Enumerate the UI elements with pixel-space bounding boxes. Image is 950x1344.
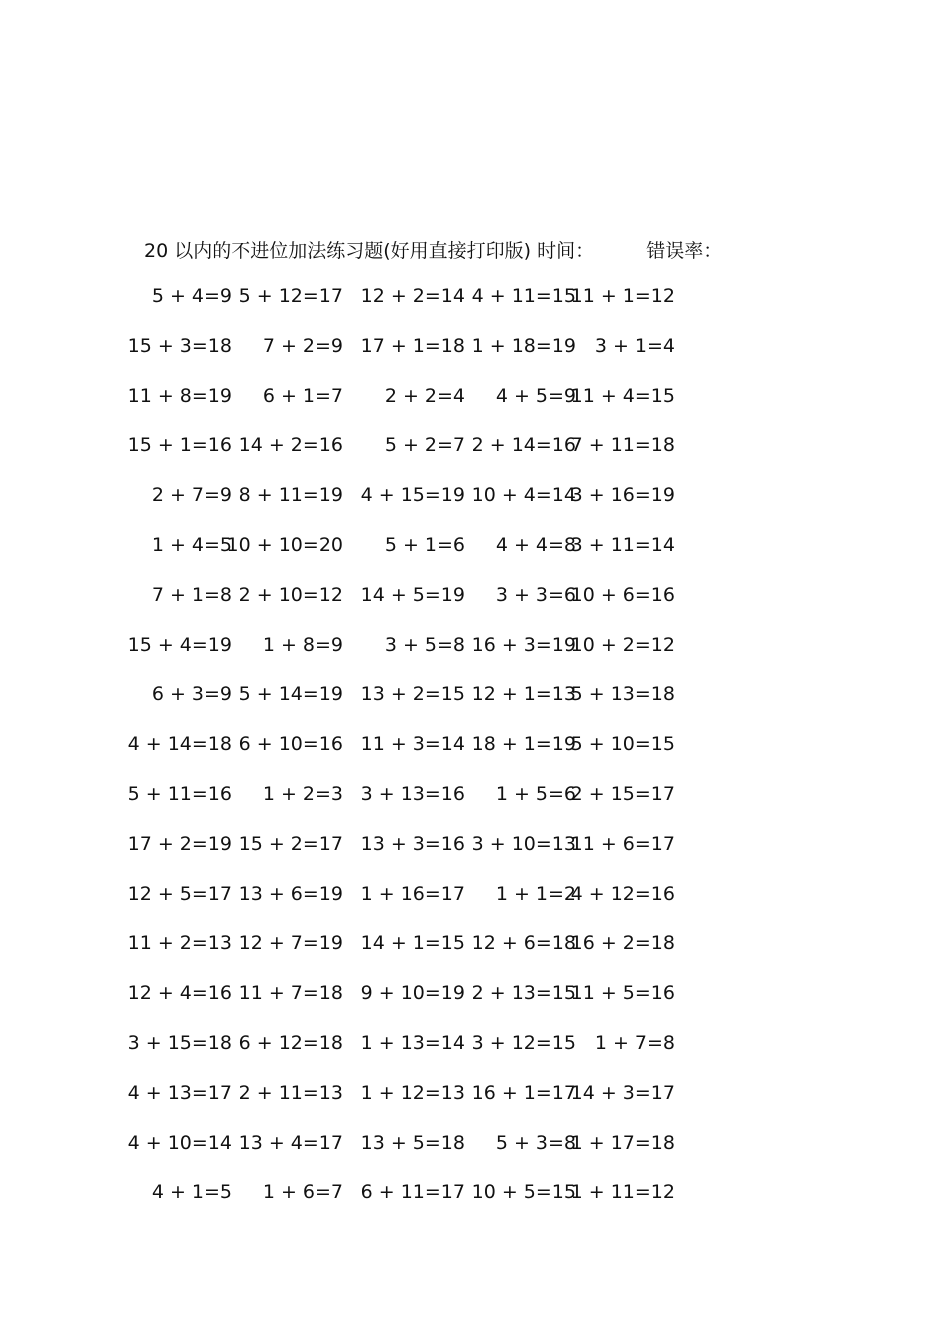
problem-item: 2 + 7=9 [151,484,232,507]
problem-item: 5 + 10=15 [570,733,675,756]
problem-item: 3 + 11=14 [570,533,675,556]
problem-item: 5 + 4=9 [151,285,232,307]
problem-item: 7 + 11=18 [570,434,675,457]
problem-item: 4 + 14=18 [127,733,232,756]
problem-item: 14 + 3=17 [570,1081,675,1104]
problem-item: 6 + 11=17 [360,1181,465,1204]
problem-item: 17 + 1=18 [360,334,465,357]
problem-item: 10 + 6=16 [570,583,675,606]
problem-item: 3 + 3=6 [495,583,576,606]
problem-item: 3 + 13=16 [360,782,465,805]
problem-item: 14 + 2=16 [238,434,343,457]
problem-item: 15 + 2=17 [238,832,343,855]
problem-item: 6 + 10=16 [238,733,343,756]
problem-item: 2 + 13=15 [471,982,576,1005]
worksheet-title: 20 以内的不进位加法练习题(好用直接打印版) [144,240,532,262]
problem-item: 1 + 11=12 [570,1181,675,1204]
problem-item: 16 + 2=18 [570,932,675,955]
problem-item: 12 + 2=14 [360,285,465,307]
problem-item: 16 + 1=17 [471,1081,576,1104]
problem-item: 11 + 7=18 [238,982,343,1005]
problem-item: 4 + 12=16 [570,882,675,905]
problem-item: 4 + 1=5 [151,1181,232,1204]
problem-item: 13 + 6=19 [238,882,343,905]
problem-item: 14 + 1=15 [360,932,465,955]
problem-item: 7 + 2=9 [262,334,343,357]
problem-item: 1 + 6=7 [262,1181,343,1204]
problem-item: 7 + 1=8 [151,583,232,606]
problem-item: 10 + 10=20 [226,533,343,556]
problem-item: 1 + 1=2 [495,882,576,905]
problem-item: 3 + 15=18 [127,1031,232,1054]
problem-item: 13 + 4=17 [238,1131,343,1154]
problem-item: 10 + 4=14 [471,484,576,507]
problem-item: 6 + 1=7 [262,384,343,407]
problem-item: 11 + 1=12 [570,285,675,307]
problem-item: 18 + 1=19 [471,733,576,756]
problem-item: 5 + 12=17 [238,285,343,307]
problem-item: 1 + 13=14 [360,1031,465,1054]
problem-item: 2 + 2=4 [384,384,465,407]
problem-item: 3 + 1=4 [594,334,675,357]
problem-item: 2 + 14=16 [471,434,576,457]
problem-item: 12 + 4=16 [127,982,232,1005]
problem-item: 2 + 15=17 [570,782,675,805]
problem-item: 13 + 2=15 [360,683,465,706]
problem-item: 12 + 1=13 [471,683,576,706]
problem-item: 4 + 15=19 [360,484,465,507]
problem-item: 3 + 10=13 [471,832,576,855]
problem-item: 16 + 3=19 [471,633,576,656]
problem-item: 12 + 5=17 [127,882,232,905]
problem-item: 1 + 5=6 [495,782,576,805]
problem-item: 11 + 4=15 [570,384,675,407]
problem-item: 1 + 4=5 [151,533,232,556]
problem-item: 1 + 7=8 [594,1031,675,1054]
problem-item: 11 + 8=19 [127,384,232,407]
problem-item: 4 + 4=8 [495,533,576,556]
problem-item: 5 + 11=16 [127,782,232,805]
problem-item: 2 + 11=13 [238,1081,343,1104]
problem-item: 15 + 1=16 [127,434,232,457]
problem-item: 4 + 13=17 [127,1081,232,1104]
problem-item: 9 + 10=19 [360,982,465,1005]
problem-item: 11 + 6=17 [570,832,675,855]
problem-item: 1 + 16=17 [360,882,465,905]
problem-item: 3 + 5=8 [384,633,465,656]
problem-item: 10 + 5=15 [471,1181,576,1204]
problem-item: 5 + 2=7 [384,434,465,457]
problem-item: 8 + 11=19 [238,484,343,507]
problem-item: 14 + 5=19 [360,583,465,606]
problem-item: 1 + 18=19 [471,334,576,357]
problem-item: 17 + 2=19 [127,832,232,855]
problem-item: 4 + 10=14 [127,1131,232,1154]
problem-item: 13 + 5=18 [360,1131,465,1154]
problem-item: 5 + 1=6 [384,533,465,556]
problem-item: 15 + 3=18 [127,334,232,357]
problem-item: 1 + 12=13 [360,1081,465,1104]
problem-item: 3 + 16=19 [570,484,675,507]
problem-item: 6 + 12=18 [238,1031,343,1054]
problem-item: 11 + 2=13 [127,932,232,955]
worksheet-header [144,236,722,263]
problem-item: 12 + 6=18 [471,932,576,955]
problem-item: 1 + 17=18 [570,1131,675,1154]
time-label: 时间： [537,240,595,262]
problem-item: 4 + 5=9 [495,384,576,407]
error-rate-label: 错误率： [646,240,723,262]
problem-item: 10 + 2=12 [570,633,675,656]
problem-item: 2 + 10=12 [238,583,343,606]
problem-item: 1 + 8=9 [262,633,343,656]
problem-item: 5 + 14=19 [238,683,343,706]
problem-item: 11 + 5=16 [570,982,675,1005]
problem-item: 1 + 2=3 [262,782,343,805]
problem-item: 5 + 13=18 [570,683,675,706]
problem-item: 5 + 3=8 [495,1131,576,1154]
problem-item: 13 + 3=16 [360,832,465,855]
problem-item: 15 + 4=19 [127,633,232,656]
problem-item: 6 + 3=9 [151,683,232,706]
problem-item: 3 + 12=15 [471,1031,576,1054]
problem-item: 4 + 11=15 [471,285,576,307]
problem-item: 11 + 3=14 [360,733,465,756]
problem-item: 12 + 7=19 [238,932,343,955]
